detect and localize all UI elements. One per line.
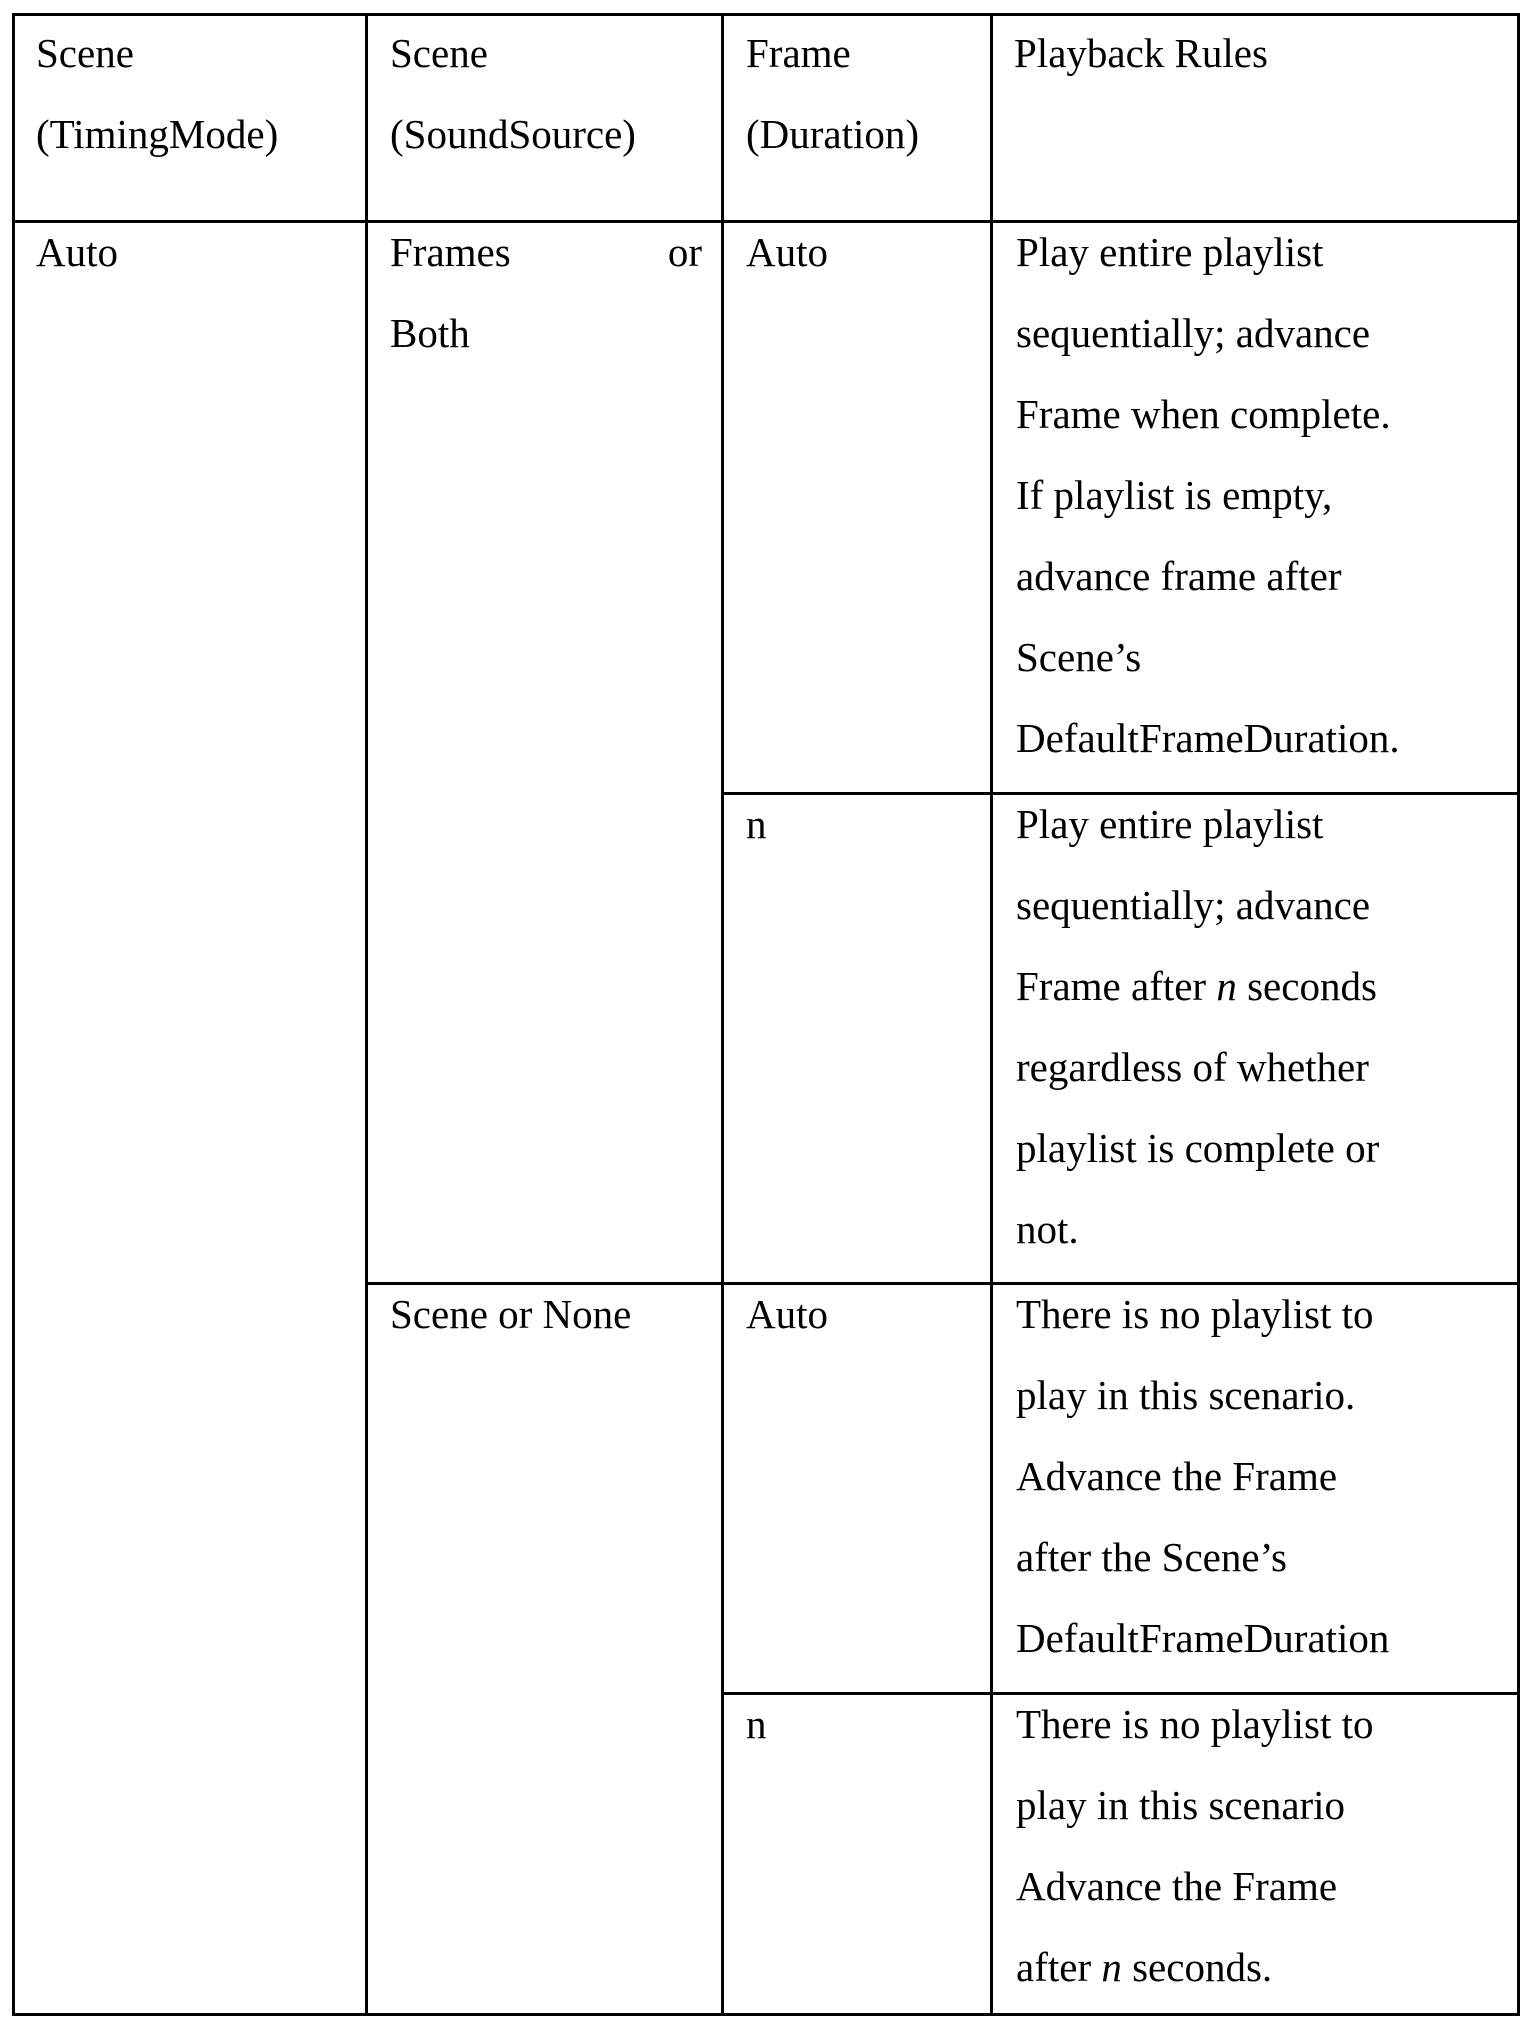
cell-line bbox=[390, 212, 702, 293]
header-duration bbox=[746, 13, 919, 175]
header-line: Playback Rules bbox=[1014, 30, 1268, 76]
header-line: Scene bbox=[36, 30, 134, 76]
header-line: (Duration) bbox=[746, 111, 920, 157]
sound-source-scene-or-none bbox=[390, 1274, 631, 1355]
rule-line: If playlist is empty, bbox=[1016, 472, 1333, 518]
rule-text: seconds bbox=[1236, 963, 1377, 1009]
rule-line bbox=[1016, 946, 1379, 1027]
rule-text: Frame after bbox=[1016, 963, 1217, 1009]
rule-line: play in this scenario bbox=[1016, 1782, 1346, 1828]
rule-line: There is no playlist to bbox=[1016, 1701, 1374, 1747]
rule-line: sequentially; advance bbox=[1016, 310, 1371, 356]
cell-text: Scene or None bbox=[390, 1291, 632, 1337]
column-divider bbox=[365, 13, 368, 2016]
header-sound-source bbox=[390, 13, 636, 175]
rule-line: Scene’s bbox=[1016, 634, 1142, 680]
rule-line: Frame when complete. bbox=[1016, 391, 1391, 437]
rule-line: after the Scene’s bbox=[1016, 1534, 1287, 1580]
playback-rule bbox=[1016, 784, 1379, 1270]
cell-text: Both bbox=[390, 310, 470, 356]
header-line: Scene bbox=[390, 30, 488, 76]
playback-rule bbox=[1016, 212, 1400, 779]
header-line: (SoundSource) bbox=[390, 111, 636, 157]
rule-line: DefaultFrameDuration bbox=[1016, 1615, 1390, 1661]
rule-line: Play entire playlist bbox=[1016, 229, 1324, 275]
rule-variable: n bbox=[1101, 1944, 1122, 1990]
column-divider bbox=[990, 13, 993, 2016]
duration-value bbox=[746, 212, 828, 293]
rule-line: There is no playlist to bbox=[1016, 1291, 1374, 1337]
rule-text: after bbox=[1016, 1944, 1102, 1990]
duration-value bbox=[746, 1274, 828, 1355]
cell-text: Auto bbox=[746, 229, 828, 275]
duration-value bbox=[746, 784, 767, 865]
cell-text: n bbox=[746, 801, 767, 847]
rule-line: sequentially; advance bbox=[1016, 882, 1371, 928]
rule-line: DefaultFrameDuration. bbox=[1016, 715, 1400, 761]
rule-line: advance frame after bbox=[1016, 553, 1342, 599]
rule-line: Play entire playlist bbox=[1016, 801, 1324, 847]
header-playback-rules bbox=[1014, 13, 1268, 94]
rule-line: playlist is complete or bbox=[1016, 1125, 1380, 1171]
cell-text: Auto bbox=[36, 229, 118, 275]
duration-value bbox=[746, 1684, 767, 1765]
sound-source-frames-or-both bbox=[390, 212, 702, 374]
header-line: (TimingMode) bbox=[36, 111, 279, 157]
header-timing-mode bbox=[36, 13, 278, 175]
cell-text: or bbox=[667, 229, 702, 275]
rule-text: seconds. bbox=[1121, 1944, 1273, 1990]
rule-line: play in this scenario. bbox=[1016, 1372, 1356, 1418]
rule-line: not. bbox=[1016, 1206, 1079, 1252]
timing-mode-value bbox=[36, 212, 118, 293]
cell-text: Frames bbox=[390, 229, 511, 275]
rule-variable: n bbox=[1216, 963, 1237, 1009]
rule-line: Advance the Frame bbox=[1016, 1863, 1338, 1909]
playback-rule bbox=[1016, 1274, 1389, 1679]
column-divider bbox=[721, 13, 724, 2016]
rule-line bbox=[1016, 1927, 1374, 2008]
header-line: Frame bbox=[746, 30, 851, 76]
rule-line: Advance the Frame bbox=[1016, 1453, 1338, 1499]
playback-rule bbox=[1016, 1684, 1374, 2008]
rule-line: regardless of whether bbox=[1016, 1044, 1369, 1090]
cell-text: Auto bbox=[746, 1291, 828, 1337]
cell-text: n bbox=[746, 1701, 767, 1747]
